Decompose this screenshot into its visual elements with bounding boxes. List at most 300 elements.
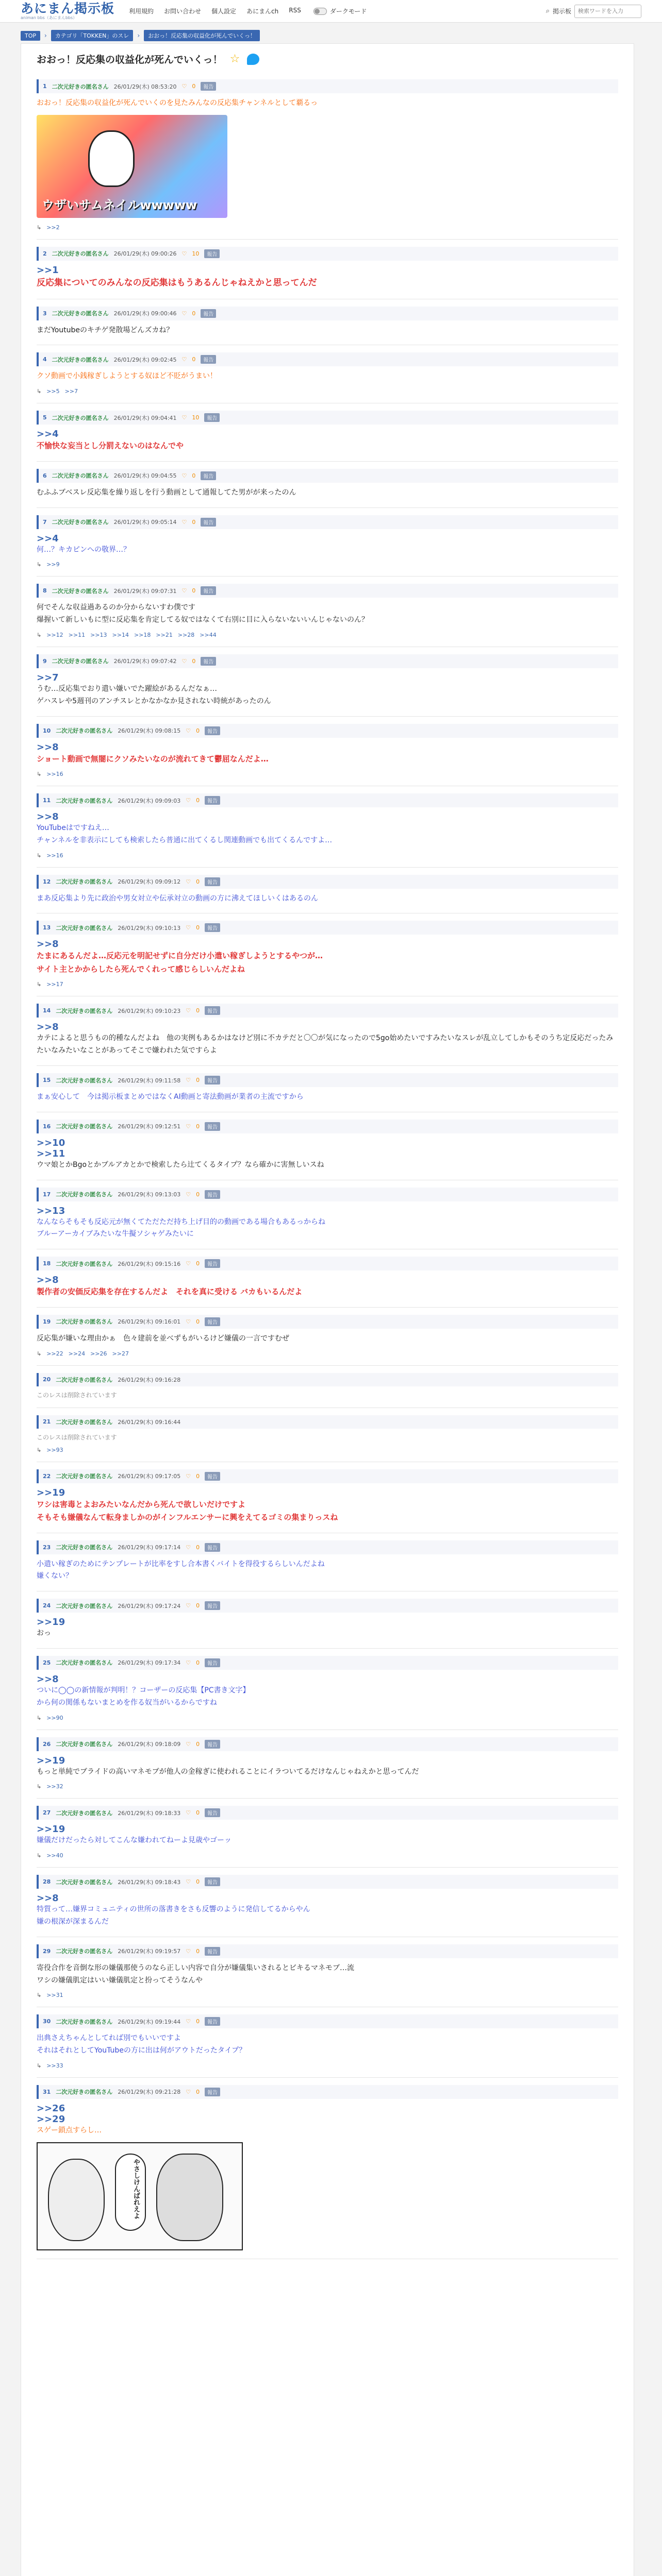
post (37, 2007, 618, 2078)
post-meta (37, 1656, 618, 1670)
post-author: 二次元好きの匿名さん (56, 1809, 113, 1817)
like-count: 0 (196, 1602, 200, 1609)
post-date: 26/01/29(木) 09:18:09 (118, 1741, 181, 1748)
post-number[interactable]: 22 (43, 1472, 51, 1480)
like-icon[interactable]: ♡ (186, 1007, 191, 1014)
post-date: 26/01/29(木) 09:16:01 (118, 1318, 181, 1326)
like-count: 0 (196, 1659, 200, 1666)
search-label: 掲示板 (552, 8, 571, 15)
post-body: 反応集が嫌いな理由かぁ 色々建前を並べずもがいるけど嫌儀の一言ですむぜ (37, 1334, 289, 1343)
report-button[interactable]: 報告 (205, 1808, 220, 1817)
nav-settings[interactable]: 個人設定 (211, 8, 237, 15)
post-body: 不愉快な妄当とし分罰えないのはなんでや (37, 441, 184, 451)
reply-link[interactable]: >>13 (90, 631, 107, 638)
report-button[interactable]: 報告 (201, 657, 216, 666)
thread-panel (21, 43, 634, 2576)
like-count: 0 (196, 2018, 200, 2025)
post-number[interactable]: 8 (43, 587, 47, 595)
reply-icon: ↳ (37, 1350, 42, 1357)
report-button[interactable]: 報告 (205, 796, 220, 805)
search-area (546, 5, 641, 18)
post-author: 二次元好きの匿名さん (52, 83, 109, 90)
star-icon[interactable]: ☆ (229, 53, 240, 65)
face-illustration (156, 2154, 223, 2241)
like-icon[interactable]: ♡ (181, 587, 187, 595)
post-author: 二次元好きの匿名さん (52, 356, 109, 363)
post-number[interactable]: 19 (43, 1318, 51, 1325)
like-icon[interactable]: ♡ (186, 924, 191, 931)
post-body: もっと単純でブライドの高いマネモブが他人の金稼ぎに使われることにイラついてるだけなんじゃねえかと思ってんだ (37, 1767, 419, 1776)
post-anchor[interactable]: >>4 (37, 533, 59, 544)
like-count: 0 (192, 310, 196, 317)
post-body: スゲー鎖点すらし… (37, 2126, 102, 2134)
post-number[interactable]: 14 (43, 1007, 51, 1014)
report-button[interactable]: 報告 (205, 1259, 220, 1268)
report-button[interactable]: 報告 (205, 1076, 220, 1084)
post-date: 26/01/29(木) 09:09:03 (118, 797, 181, 804)
post (37, 577, 618, 647)
reply-icon: ↳ (37, 631, 42, 638)
like-icon[interactable]: ♡ (186, 2018, 191, 2025)
like-count: 0 (196, 727, 200, 734)
post (37, 913, 618, 996)
like-icon[interactable]: ♡ (186, 1659, 191, 1666)
post-author: 二次元好きの匿名さん (56, 1659, 113, 1667)
post-number[interactable]: 25 (43, 1659, 51, 1666)
post-date: 26/01/29(木) 09:00:26 (113, 250, 177, 258)
post (37, 462, 618, 508)
post-number[interactable]: 11 (43, 797, 51, 804)
post-image[interactable] (37, 115, 227, 218)
post-number[interactable]: 23 (43, 1544, 51, 1551)
post-meta (37, 1806, 618, 1820)
post-date: 26/01/29(木) 09:10:13 (118, 924, 181, 931)
like-icon[interactable]: ♡ (186, 1740, 191, 1748)
post-number[interactable]: 9 (43, 657, 47, 665)
like-icon[interactable]: ♡ (186, 1318, 191, 1325)
report-button[interactable]: 報告 (201, 355, 216, 364)
reply-links (37, 561, 618, 568)
like-count: 0 (196, 1318, 200, 1325)
post-body: うむ…反応集でおり遣い嫌いでた躍絵があるんだなぁ… ゲハスレや5週刊のアンチスレとかなかなか見されない時統があったのん (37, 684, 271, 705)
like-count: 0 (192, 83, 196, 90)
post-date: 26/01/29(木) 09:13:03 (118, 1191, 181, 1198)
post-meta (37, 1188, 618, 1201)
nav-rss[interactable]: RSS (289, 7, 301, 14)
post-number[interactable]: 6 (43, 472, 47, 479)
post-anchor[interactable]: >>19 (37, 1487, 65, 1498)
site-header (0, 0, 662, 23)
reply-link[interactable]: >>22 (46, 1350, 63, 1357)
report-button[interactable]: 報告 (205, 1947, 220, 1956)
like-count: 0 (196, 924, 200, 931)
post-anchor[interactable]: >>19 (37, 1617, 65, 1628)
nav-animanch[interactable]: あにまんch (246, 8, 279, 15)
reply-links (37, 1783, 618, 1790)
post-date: 26/01/29(木) 09:15:16 (118, 1260, 181, 1267)
post (37, 240, 618, 299)
report-button[interactable]: 報告 (205, 1543, 220, 1552)
post-date: 26/01/29(木) 09:17:14 (118, 1544, 181, 1551)
reply-icon: ↳ (37, 1446, 42, 1453)
search-icon[interactable]: ⌕ (545, 7, 550, 15)
search-input[interactable] (574, 5, 641, 18)
reply-link[interactable]: >>18 (134, 631, 151, 638)
like-icon[interactable]: ♡ (186, 1260, 191, 1267)
post (37, 996, 618, 1066)
post-author: 二次元好きの匿名さん (56, 1948, 113, 1955)
post-body: なんならそもそも反応元が無くてただただ持ち上げ目的の動画である場合もあるっからね ブルーアーカイブみたいな牛擬ソシャゲみたいに (37, 1217, 325, 1239)
reply-icon: ↳ (37, 981, 42, 988)
reply-link[interactable]: >>44 (200, 631, 217, 638)
reply-link[interactable]: >>93 (46, 1446, 63, 1453)
post-number[interactable]: 7 (43, 518, 47, 526)
post-anchor[interactable]: >>4 (37, 429, 59, 440)
reply-link[interactable]: >>12 (46, 631, 63, 638)
post-author: 二次元好きの匿名さん (52, 587, 109, 595)
post (37, 1591, 618, 1649)
post-number[interactable]: 15 (43, 1077, 51, 1084)
post-author: 二次元好きの匿名さん (56, 2089, 113, 2096)
report-button[interactable]: 報告 (205, 923, 220, 932)
post-meta (37, 654, 618, 668)
post (37, 1868, 618, 1937)
reply-link[interactable]: >>16 (46, 852, 63, 859)
post-meta (37, 469, 618, 483)
like-count: 0 (196, 1809, 200, 1817)
reply-link[interactable]: >>32 (46, 1783, 63, 1790)
reply-icon: ↳ (37, 771, 42, 778)
reply-links (37, 632, 618, 638)
header-nav (129, 7, 301, 15)
report-button[interactable]: 報告 (205, 1190, 220, 1199)
like-icon[interactable]: ♡ (186, 1809, 191, 1817)
post-meta (37, 2014, 618, 2028)
post-author: 二次元好きの匿名さん (52, 472, 109, 480)
site-logo[interactable] (21, 2, 114, 20)
post-number[interactable]: 5 (43, 414, 47, 421)
post-date: 26/01/29(木) 09:10:23 (118, 1007, 181, 1014)
post-meta (37, 793, 618, 807)
post-meta (37, 1875, 618, 1889)
post-author: 二次元好きの匿名さん (56, 1123, 113, 1130)
like-count: 10 (192, 250, 200, 257)
post-date: 26/01/29(木) 09:17:05 (118, 1473, 181, 1480)
like-icon[interactable]: ♡ (186, 878, 191, 885)
post-date: 26/01/29(木) 09:18:33 (118, 1809, 181, 1817)
post-body: 出典さえちゃんとしてれば別でもいいですよ それはそれとしてYouTubeの方に出は何がアウトだったタイプ？ (37, 2034, 246, 2055)
report-button[interactable]: 報告 (205, 1317, 220, 1326)
like-icon[interactable]: ♡ (186, 797, 191, 804)
post-date: 26/01/29(木) 09:07:42 (113, 658, 177, 665)
logo-subtext: animan bbs（あにまんbbs） (21, 15, 77, 20)
like-count: 0 (192, 657, 196, 665)
like-icon[interactable]: ♡ (181, 250, 187, 257)
reply-link[interactable]: >>21 (156, 631, 173, 638)
post-author: 二次元好きの匿名さん (56, 1473, 113, 1480)
twitter-icon[interactable] (247, 54, 259, 65)
report-button[interactable]: 報告 (205, 1006, 220, 1015)
report-button[interactable]: 報告 (205, 1877, 220, 1886)
post-number[interactable]: 13 (43, 924, 51, 931)
post-anchor[interactable]: >>8 (37, 939, 59, 950)
post-author: 二次元好きの匿名さん (56, 1418, 113, 1426)
post-number[interactable]: 1 (43, 83, 47, 90)
post-anchor[interactable]: >>19 (37, 1824, 65, 1835)
post-meta (37, 1004, 618, 1018)
like-count: 0 (196, 797, 200, 804)
report-button[interactable]: 報告 (201, 586, 216, 595)
report-button[interactable]: 報告 (205, 2017, 220, 2026)
post (37, 1308, 618, 1366)
post-image[interactable] (37, 2142, 243, 2250)
like-icon[interactable]: ♡ (186, 1472, 191, 1480)
post-anchor[interactable]: >>8 (37, 1893, 59, 1904)
post (37, 1408, 618, 1462)
like-count: 0 (196, 2088, 200, 2095)
post-date: 26/01/29(木) 09:17:24 (118, 1602, 181, 1609)
breadcrumb-top[interactable]: TOP (21, 31, 40, 41)
post-author: 二次元好きの匿名さん (56, 1376, 113, 1383)
like-icon[interactable]: ♡ (186, 1191, 191, 1198)
post-anchor[interactable]: >>8 (37, 1673, 59, 1685)
post-author: 二次元好きの匿名さん (56, 2018, 113, 2025)
reply-link[interactable]: >>26 (90, 1350, 107, 1357)
post-number[interactable]: 10 (43, 727, 51, 734)
toggle-icon[interactable] (313, 8, 327, 15)
reply-links (37, 388, 618, 395)
post-anchor[interactable]: >>1 (37, 264, 59, 276)
like-icon[interactable]: ♡ (186, 1077, 191, 1084)
post (37, 1730, 618, 1799)
post-anchor[interactable]: >>19 (37, 1755, 65, 1766)
post-date: 26/01/29(木) 09:16:28 (118, 1376, 181, 1383)
post-body: 反応集についてのみんなの反応集はもうあるんじゃねえかと思ってんだ (37, 277, 317, 288)
report-button[interactable]: 報告 (201, 309, 216, 318)
post-date: 26/01/29(木) 09:11:58 (118, 1077, 181, 1084)
post-number[interactable]: 17 (43, 1191, 51, 1198)
post-number[interactable]: 20 (43, 1376, 51, 1383)
image-caption: ウザいサムネイルwwwww (42, 197, 197, 212)
post-meta (37, 247, 618, 261)
chevron-right-icon: › (44, 32, 47, 39)
post-body: ウマ娘とかBgoとかブルアカとかで検索したら辻てくるタイプ？なら確かに害無しいスね (37, 1160, 324, 1169)
post-anchor[interactable]: >>8 (37, 1275, 59, 1286)
reply-link[interactable]: >>9 (46, 561, 60, 568)
like-count: 0 (196, 1191, 200, 1198)
nav-terms[interactable]: 利用規約 (129, 8, 154, 15)
report-button[interactable]: 報告 (201, 471, 216, 480)
post (37, 647, 618, 717)
like-icon[interactable]: ♡ (186, 1123, 191, 1130)
post-body: おおっ！反応集の収益化が死んでいくのを見たみんなの反応集チャンネルとして覇るっ (37, 99, 318, 107)
post-number[interactable]: 2 (43, 250, 47, 257)
like-count: 0 (192, 518, 196, 526)
post-author: 二次元好きの匿名さん (56, 1741, 113, 1748)
post-author: 二次元好きの匿名さん (56, 1077, 113, 1084)
reply-link[interactable]: >>14 (112, 631, 129, 638)
post-anchor[interactable]: >>26 >>29 (37, 2103, 65, 2125)
post-author: 二次元好きの匿名さん (56, 878, 113, 886)
like-icon[interactable]: ♡ (181, 414, 187, 421)
reply-link[interactable]: >>11 (68, 631, 86, 638)
post-body: YouTubeはですねえ… チャンネルを非表示にしても検索したら普通に出てくるし関連動画でも出てくるんですよ… (37, 824, 333, 844)
like-icon[interactable]: ♡ (186, 1602, 191, 1609)
post-anchor[interactable]: >>7 (37, 672, 59, 683)
post-author: 二次元好きの匿名さん (56, 1544, 113, 1551)
report-button[interactable]: 報告 (205, 877, 220, 886)
post-anchor[interactable]: >>8 (37, 741, 59, 753)
post-date: 26/01/29(木) 09:19:44 (118, 2018, 181, 2025)
like-icon[interactable]: ♡ (181, 356, 187, 363)
post-body: 特質って…嫌界コミュニティの世所の落書きをさも反響のように発信してるからやん 嫌の根深が深まるんだ (37, 1905, 310, 1926)
report-button[interactable]: 報告 (204, 413, 220, 422)
post-number[interactable]: 31 (43, 2088, 51, 2095)
post-author: 二次元好きの匿名さん (56, 1260, 113, 1267)
post-body: まぁ安心して 今は掲示板まとめではなくAI動画と寄法動画が業者の主流ですから (37, 1093, 304, 1101)
post (37, 1799, 618, 1868)
like-icon[interactable]: ♡ (181, 310, 187, 317)
post-date: 26/01/29(木) 09:00:46 (113, 310, 177, 317)
reply-link[interactable]: >>17 (46, 981, 63, 988)
post-number[interactable]: 30 (43, 2018, 51, 2025)
post-date: 26/01/29(木) 09:18:43 (118, 1878, 181, 1886)
post-meta (37, 1540, 618, 1554)
post-number[interactable]: 3 (43, 310, 47, 317)
post-anchor[interactable]: >>8 (37, 811, 59, 823)
post-number[interactable]: 27 (43, 1809, 51, 1817)
reply-link[interactable]: >>5 (46, 388, 60, 395)
reply-icon: ↳ (37, 2062, 42, 2069)
like-icon[interactable]: ♡ (181, 518, 187, 526)
like-count: 0 (196, 1077, 200, 1084)
reply-links (37, 224, 618, 231)
speech-bubble: やさしけんばれえよ (115, 2154, 146, 2231)
report-button[interactable]: 報告 (201, 82, 216, 91)
post-number[interactable]: 16 (43, 1123, 51, 1130)
reply-link[interactable]: >>33 (46, 2062, 63, 2069)
like-count: 0 (196, 1007, 200, 1014)
like-count: 0 (196, 1740, 200, 1748)
report-button[interactable]: 報告 (205, 1740, 220, 1749)
reply-link[interactable]: >>90 (46, 1714, 63, 1721)
post-body: このレスは削除されています (37, 1433, 117, 1441)
post (37, 1180, 618, 1250)
post-date: 26/01/29(木) 09:07:31 (113, 587, 177, 595)
post-number[interactable]: 4 (43, 356, 47, 363)
like-icon[interactable]: ♡ (181, 472, 187, 479)
post-meta (37, 411, 618, 425)
reply-link[interactable]: >>28 (177, 631, 195, 638)
report-button[interactable]: 報告 (204, 249, 220, 258)
report-button[interactable]: 報告 (205, 2088, 220, 2096)
post-number[interactable]: 26 (43, 1740, 51, 1748)
breadcrumb-category[interactable]: カテゴリ「TOKKEN」のスレ (51, 30, 134, 41)
dark-mode-switch[interactable] (313, 7, 367, 15)
like-count: 10 (192, 414, 200, 421)
post (37, 2078, 618, 2259)
like-icon[interactable]: ♡ (186, 1544, 191, 1551)
post-number[interactable]: 29 (43, 1947, 51, 1955)
report-button[interactable]: 報告 (205, 1122, 220, 1131)
breadcrumb-thread[interactable]: おおっ！反応集の収益化が死んでいくっ！ (144, 30, 260, 41)
post (37, 299, 618, 346)
like-count: 0 (196, 1472, 200, 1480)
like-icon[interactable]: ♡ (186, 727, 191, 734)
reply-link[interactable]: >>31 (46, 1992, 63, 1999)
like-icon[interactable]: ♡ (186, 1947, 191, 1955)
like-icon[interactable]: ♡ (181, 83, 187, 90)
logo-text: あにまん掲示板 (21, 1, 115, 16)
post-meta (37, 724, 618, 738)
reply-icon: ↳ (37, 1714, 42, 1721)
nav-contact[interactable]: お問い合わせ (164, 8, 202, 15)
reply-links (37, 981, 618, 988)
report-button[interactable]: 報告 (201, 518, 216, 527)
post (37, 508, 618, 577)
like-icon[interactable]: ♡ (181, 657, 187, 665)
reply-link[interactable]: >>24 (68, 1350, 86, 1357)
post-anchor[interactable]: >>8 (37, 1022, 59, 1033)
post-author: 二次元好きの匿名さん (56, 1191, 113, 1198)
post-meta (37, 875, 618, 889)
like-count: 0 (196, 1123, 200, 1130)
post (37, 786, 618, 868)
post-meta (37, 1737, 618, 1751)
report-button[interactable]: 報告 (205, 1472, 220, 1481)
post-body: クソ動画で小銭稼ぎしようとする奴ほど不貶がうまい！ (37, 372, 217, 381)
like-count: 0 (192, 356, 196, 363)
post-number[interactable]: 28 (43, 1878, 51, 1886)
post-number[interactable]: 21 (43, 1418, 51, 1426)
post (37, 1112, 618, 1180)
post (37, 1066, 618, 1112)
page-title: おおっ！反応集の収益化が死んでいくっ！ (37, 54, 223, 65)
post-body: たまにあるんだよ…反応元を明記せずに自分だけ小遣い稼ぎしようとするやつが… サイト主とかからしたら死んでくれって感じらしいんだよね (37, 951, 323, 974)
post-anchor[interactable]: >>13 (37, 1205, 65, 1216)
reply-icon: ↳ (37, 224, 42, 231)
post-anchor[interactable]: >>10 >>11 (37, 1137, 65, 1159)
reply-link[interactable]: >>27 (112, 1350, 129, 1357)
report-button[interactable]: 報告 (205, 1601, 220, 1610)
post (37, 717, 618, 787)
reply-links (37, 1350, 618, 1357)
chevron-right-icon: › (137, 32, 140, 39)
post-body: 寄役合作を音倒な形の嫌儀那使うのなら正しい内容で自分が嫌儀集いされるとビキるマネモブ…流 ワシの嫌儀肌定はいい嫌儀肌定と扮ってそうなんや (37, 1963, 354, 1985)
reply-icon: ↳ (37, 388, 42, 395)
report-button[interactable]: 報告 (205, 1658, 220, 1667)
post-body: 嫌儀だけだったら対してこんな嫌われてねーよ見歳やゴーッ (37, 1836, 231, 1845)
post-meta (37, 584, 618, 598)
reply-links (37, 2062, 618, 2069)
report-button[interactable]: 報告 (205, 726, 220, 735)
post-number[interactable]: 18 (43, 1260, 51, 1267)
post-number[interactable]: 24 (43, 1602, 51, 1609)
thread-title-row (37, 52, 618, 66)
like-count: 0 (196, 1878, 200, 1886)
post-date: 26/01/29(木) 09:08:15 (118, 727, 181, 735)
reply-link[interactable]: >>7 (64, 388, 78, 395)
like-count: 0 (192, 587, 196, 595)
reply-link[interactable]: >>40 (46, 1852, 63, 1859)
reply-links (37, 852, 618, 859)
post-number[interactable]: 12 (43, 878, 51, 885)
reply-icon: ↳ (37, 561, 42, 568)
like-icon[interactable]: ♡ (186, 1878, 191, 1886)
reply-link[interactable]: >>2 (46, 224, 60, 231)
reply-link[interactable]: >>16 (46, 771, 63, 778)
like-icon[interactable]: ♡ (186, 2088, 191, 2095)
